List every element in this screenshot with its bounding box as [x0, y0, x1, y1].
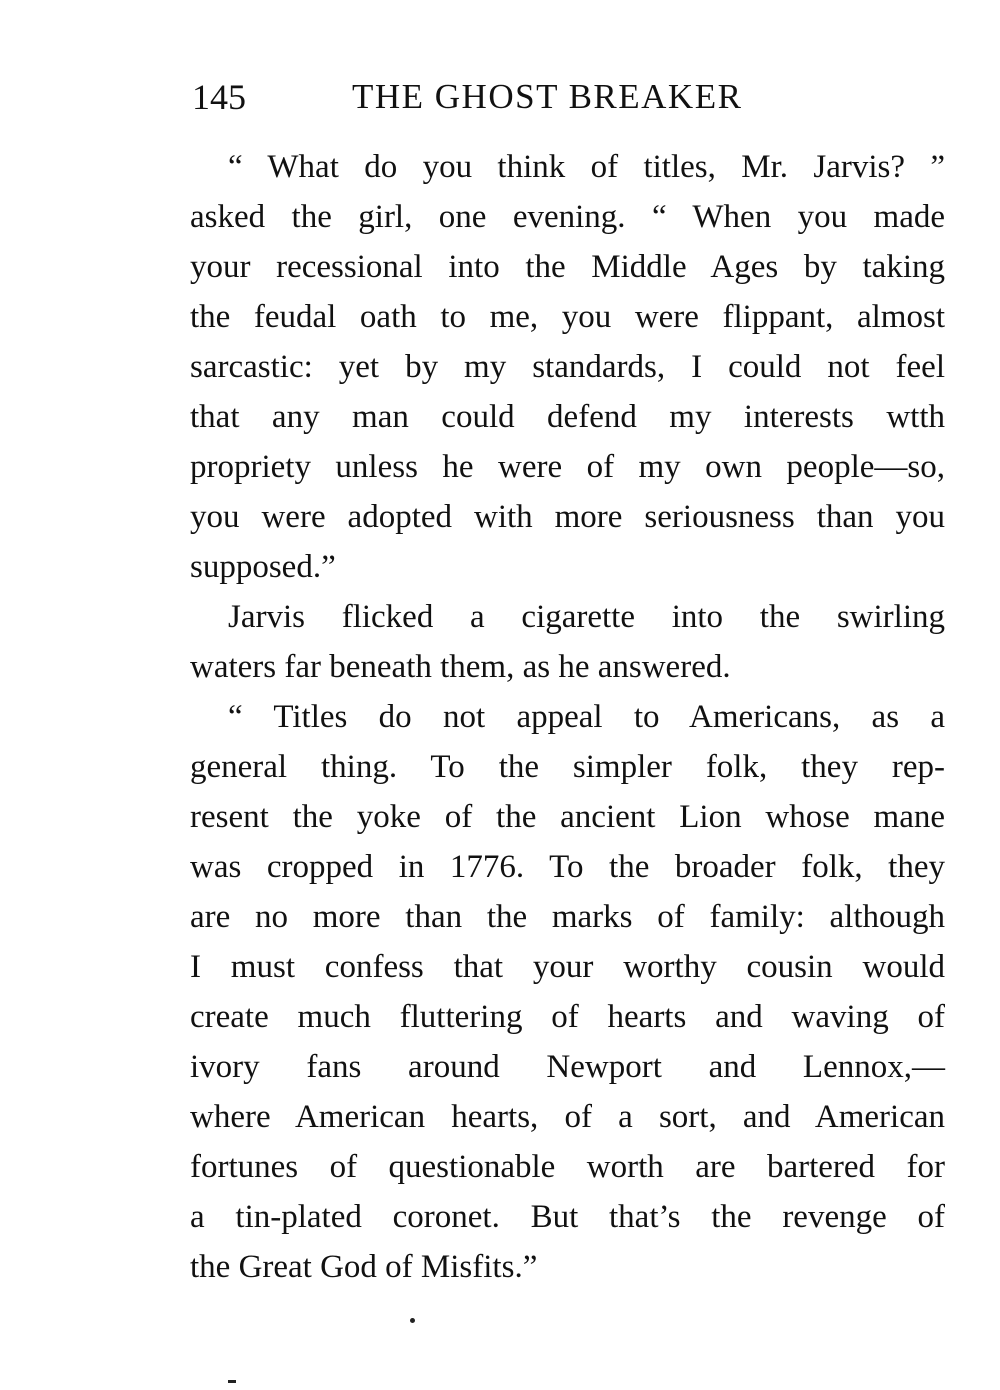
text-line: the Great God of Misfits.”	[190, 1249, 538, 1285]
body-text	[190, 142, 945, 1292]
text-line: are no more than the marks of family: although	[190, 899, 945, 935]
text-line: “ Titles do not appeal to Americans, as a	[228, 699, 945, 735]
text-line: fortunes of questionable worth are bartered for	[190, 1149, 945, 1185]
text-line: I must confess that your worthy cousin would	[190, 949, 945, 985]
text-line: a tin-plated coronet. But that’s the revenge of	[190, 1199, 945, 1235]
text-line: “ What do you think of titles, Mr. Jarvis? ”	[228, 149, 945, 185]
ink-speck	[228, 1380, 236, 1383]
text-line: ivory fans around Newport and Lennox,—	[190, 1049, 945, 1085]
text-line: your recessional into the Middle Ages by taking	[190, 249, 945, 285]
text-line: waters far beneath them, as he answered.	[190, 649, 731, 685]
text-line: Jarvis flicked a cigarette into the swirling	[228, 599, 945, 635]
text-line: supposed.”	[190, 549, 336, 585]
text-line: sarcastic: yet by my standards, I could not feel	[190, 349, 945, 385]
text-line: create much fluttering of hearts and waving of	[190, 999, 945, 1035]
text-line: that any man could defend my interests wtth	[190, 399, 945, 435]
running-head: THE GHOST BREAKER	[352, 77, 743, 116]
page-number: 145	[192, 77, 246, 117]
text-line: resent the yoke of the ancient Lion whose mane	[190, 799, 945, 835]
page-header	[192, 72, 948, 122]
text-line: general thing. To the simpler folk, they rep-	[190, 749, 945, 785]
text-line: you were adopted with more seriousness than you	[190, 499, 945, 535]
text-line: asked the girl, one evening. “ When you made	[190, 199, 945, 235]
text-line: was cropped in 1776. To the broader folk, they	[190, 849, 945, 885]
ink-speck	[410, 1318, 415, 1323]
text-line: propriety unless he were of my own people—so,	[190, 449, 945, 485]
text-line: where American hearts, of a sort, and American	[190, 1099, 945, 1135]
text-line: the feudal oath to me, you were flippant, almost	[190, 299, 945, 335]
